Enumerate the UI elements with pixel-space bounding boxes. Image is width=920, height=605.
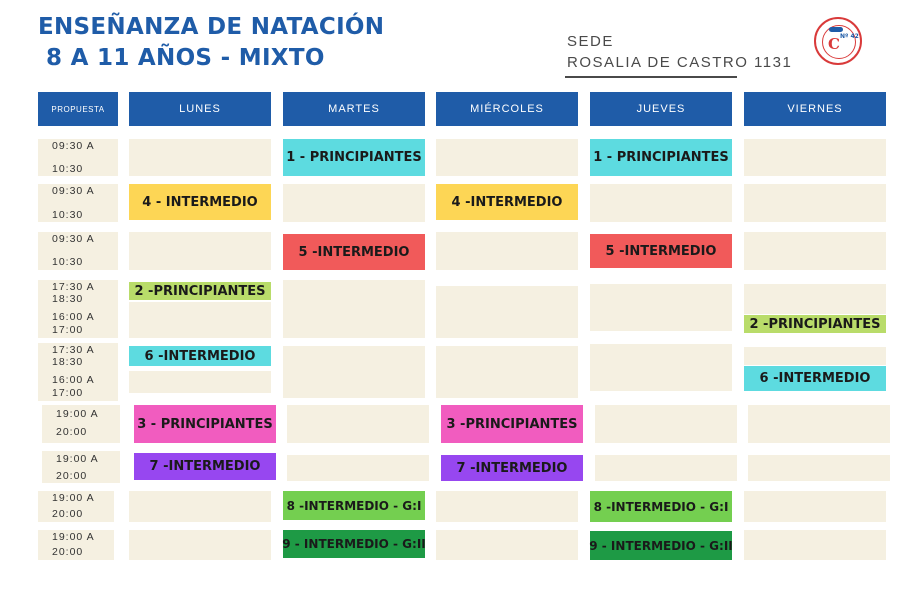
empty-cell [129, 302, 271, 338]
empty-cell [590, 184, 732, 222]
sede-address: ROSALIA DE CASTRO 1131 [567, 54, 793, 71]
empty-cell [744, 530, 886, 560]
empty-cell [436, 139, 578, 176]
class-block: 2 -PRINCIPIANTES [744, 315, 886, 333]
class-block: 4 -INTERMEDIO [436, 184, 578, 220]
time-slot-1 [38, 139, 118, 176]
class-block: 3 -PRINCIPIANTES [441, 405, 583, 443]
empty-cell [287, 455, 429, 481]
time-slot-2 [38, 184, 118, 222]
class-block: 7 -INTERMEDIO [134, 453, 276, 480]
time-end: 18:30 [52, 293, 84, 305]
empty-cell [283, 280, 425, 338]
class-block: 3 - PRINCIPIANTES [134, 405, 276, 443]
time-start: 19:00 A [52, 492, 95, 504]
empty-cell [436, 346, 578, 398]
time-end: 20:00 [52, 508, 84, 520]
time-start: 09:30 A [52, 185, 95, 197]
empty-cell [129, 232, 271, 270]
time-start: 17:30 A [52, 344, 95, 356]
time-end: 20:00 [56, 470, 88, 482]
time-slot-4 [38, 280, 118, 338]
time-slot-3 [38, 232, 118, 270]
class-block: 8 -INTERMEDIO - G:I [283, 491, 425, 520]
empty-cell [744, 232, 886, 270]
empty-cell [748, 455, 890, 481]
class-block: 5 -INTERMEDIO [283, 234, 425, 270]
time-end-alt: 17:00 [52, 387, 84, 399]
empty-cell [744, 139, 886, 176]
class-block: 9 - INTERMEDIO - G:II [590, 531, 732, 560]
empty-cell [129, 139, 271, 176]
empty-cell [595, 405, 737, 443]
empty-cell [436, 286, 578, 338]
empty-cell [436, 232, 578, 270]
class-block: 6 -INTERMEDIO [744, 366, 886, 391]
class-block: 8 -INTERMEDIO - G:I [590, 491, 732, 522]
header-martes: MARTES [283, 92, 425, 126]
class-block: 6 -INTERMEDIO [129, 346, 271, 366]
time-slot-7 [42, 451, 120, 483]
time-end: 20:00 [56, 426, 88, 438]
sede-label: SEDE [567, 33, 614, 50]
page-title: ENSEÑANZA DE NATACIÓN [38, 14, 385, 40]
empty-cell [590, 344, 732, 391]
empty-cell [283, 184, 425, 222]
logo-mark: C [828, 35, 840, 53]
empty-cell [436, 530, 578, 560]
time-start-alt: 16:00 A [52, 311, 95, 323]
swimmer-icon [829, 27, 843, 32]
time-slot-8 [38, 491, 114, 522]
sede-underline [565, 76, 737, 78]
time-start: 19:00 A [52, 531, 95, 543]
header-viernes: VIERNES [744, 92, 886, 126]
time-start: 17:30 A [52, 281, 95, 293]
header-propuesta: PROPUESTA [38, 92, 118, 126]
class-block: 1 - PRINCIPIANTES [283, 139, 425, 176]
empty-cell [744, 491, 886, 522]
time-slot-9 [38, 530, 114, 560]
empty-cell [283, 346, 425, 398]
header-jueves: JUEVES [590, 92, 732, 126]
logo-number: Nº 42 [840, 33, 859, 40]
time-slot-5 [38, 343, 118, 401]
empty-cell [129, 530, 271, 560]
club-logo [814, 17, 862, 65]
empty-cell [595, 455, 737, 481]
empty-cell [287, 405, 429, 443]
class-block: 4 - INTERMEDIO [129, 184, 271, 220]
time-start: 09:30 A [52, 140, 95, 152]
time-end: 10:30 [52, 209, 84, 221]
header-miercoles: MIÉRCOLES [436, 92, 578, 126]
time-end: 18:30 [52, 356, 84, 368]
time-end: 10:30 [52, 163, 84, 175]
page-subtitle: 8 A 11 AÑOS - MIXTO [46, 45, 325, 71]
class-block: 1 - PRINCIPIANTES [590, 139, 732, 176]
empty-cell [744, 347, 886, 365]
class-block: 7 -INTERMEDIO [441, 455, 583, 481]
time-slot-6 [42, 405, 120, 443]
empty-cell [748, 405, 890, 443]
empty-cell [436, 491, 578, 522]
time-start: 19:00 A [56, 408, 99, 420]
empty-cell [744, 284, 886, 314]
time-end-alt: 17:00 [52, 324, 84, 336]
empty-cell [129, 371, 271, 393]
empty-cell [744, 184, 886, 222]
time-end: 20:00 [52, 546, 84, 558]
time-end: 10:30 [52, 256, 84, 268]
class-block: 5 -INTERMEDIO [590, 234, 732, 268]
class-block: 2 -PRINCIPIANTES [129, 282, 271, 300]
time-start: 19:00 A [56, 453, 99, 465]
class-block: 9 - INTERMEDIO - G:II [283, 530, 425, 558]
time-start: 09:30 A [52, 233, 95, 245]
empty-cell [129, 491, 271, 522]
time-start-alt: 16:00 A [52, 374, 95, 386]
empty-cell [590, 284, 732, 331]
header-lunes: LUNES [129, 92, 271, 126]
